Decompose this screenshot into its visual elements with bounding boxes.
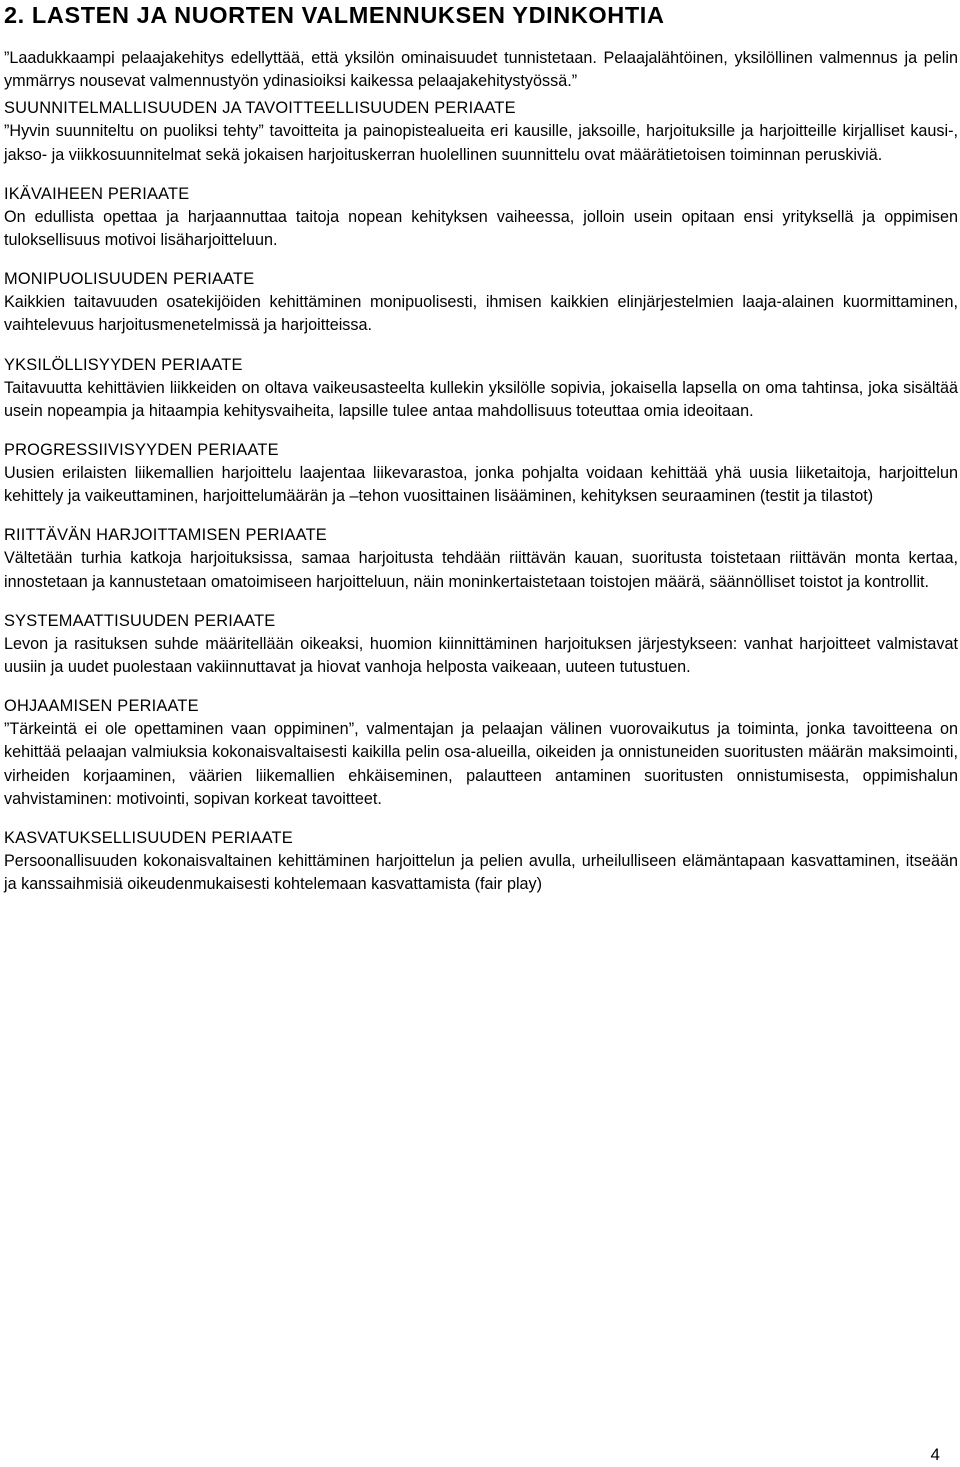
- section-heading: OHJAAMISEN PERIAATE: [4, 697, 199, 716]
- section-body: Kaikkien taitavuuden osatekijöiden kehittäminen monipuolisesti, ihmisen kaikkien elinjärjestelmien laaja-alainen kuormittaminen, vaihtelevuus harjoitusmenetelmissä ja harjoitteissa.: [4, 293, 958, 335]
- section-body: Taitavuutta kehittävien liikkeiden on oltava vaikeusasteelta kullekin yksilölle sopivia, jokaisella lapsella on oma tahtinsa, joka sisältää usein nopeampia ja hitaampia kehitysvaiheita, lapsille tulee antaa mahdollisuus toteuttaa omia ideoitaan.: [4, 378, 958, 420]
- section-heading: PROGRESSIIVISYYDEN PERIAATE: [4, 441, 279, 460]
- section-individuality: [4, 354, 958, 423]
- section-planning: [4, 97, 958, 166]
- section-body: Levon ja rasituksen suhde määritellään oikeaksi, huomion kiinnittäminen harjoituksen järjestykseen: vanhat harjoitteet valmistavat uusiin ja uudet puolestaan vakiinnuttavat ja hiovat vanhoja helposta vaikeaan, uuteen tutustuen.: [4, 634, 958, 677]
- page-number: 4: [930, 1445, 940, 1464]
- section-age-phase: [4, 183, 958, 252]
- section-heading: SYSTEMAATTISUUDEN PERIAATE: [4, 611, 276, 630]
- intro-quote: ”Laadukkaampi pelaajakehitys edellyttää, että yksilön ominaisuudet tunnistetaan. Pelaajalähtöinen, yksilöllinen valmennus ja pelin ymmärrys nousevat valmennustyön ydinasioiksi kaikessa pelaajakehitystyössä.”: [4, 49, 958, 91]
- section-sufficient-training: [4, 524, 958, 593]
- section-body: ”Tärkeintä ei ole opettaminen vaan oppiminen”, valmentajan ja pelaajan välinen vuorovaikutus ja toiminta, jonka tavoitteena on kehittää pelaajan valmiuksia kokonaisvaltaisesti kaikilla pelin osa-alueilla, oikeiden ja onnistuneiden suoritusten määrän maksimointi, virheiden korjaaminen, väärien liikemallien ehkäiseminen, palautteen antaminen suoritusten onnistumisesta, oppimishalun vahvistaminen: motivointi, sopivan korkeat tavoitteet.: [4, 720, 958, 808]
- section-versatility: [4, 268, 958, 337]
- section-body: Uusien erilaisten liikemallien harjoittelu laajentaa liikevarastoa, jonka pohjalta voidaan kehittää yhä uusia liiketaitoja, harjoittelun kehittely ja vaikeuttaminen, harjoittelumäärän ja –tehon vuosittainen lisääminen, kehityksen seuraaminen (testit ja tilastot): [4, 464, 958, 506]
- section-heading: IKÄVAIHEEN PERIAATE: [4, 184, 190, 203]
- document-title: 2. LASTEN JA NUORTEN VALMENNUKSEN YDINKOHTIA: [4, 2, 665, 28]
- section-heading: MONIPUOLISUUDEN PERIAATE: [4, 270, 255, 289]
- section-progressivity: [4, 439, 958, 508]
- document-page: [4, 0, 958, 896]
- section-guidance: [4, 695, 958, 811]
- section-body: Persoonallisuuden kokonaisvaltainen kehittäminen harjoittelun ja pelien avulla, urheilulliseen elämäntapaan kasvattaminen, itseään ja kanssaihmisiä oikeudenmukaisesti kohtelemaan kasvattamista (fair play): [4, 852, 958, 894]
- section-heading: YKSILÖLLISYYDEN PERIAATE: [4, 355, 243, 374]
- section-body: On edullista opettaa ja harjaannuttaa taitoja nopean kehityksen vaiheessa, jolloin usein opitaan ensi yrityksellä ja oppimisen tuloksellisuus motivoi lisäharjoitteluun.: [4, 207, 958, 250]
- section-education: [4, 827, 958, 896]
- section-heading: SUUNNITELMALLISUUDEN JA TAVOITTEELLISUUDEN PERIAATE: [4, 99, 516, 118]
- section-body: ”Hyvin suunniteltu on puoliksi tehty” tavoitteita ja painopistealueita eri kausille, jaksoille, harjoituksille ja harjoitteille kirjalliset kausi-, jakso- ja viikkosuunnitelmat sekä jokaisen harjoituskerran huolellinen suunnittelu ovat määrätietoisen toiminnan peruskiviä.: [4, 122, 958, 164]
- section-heading: KASVATUKSELLISUUDEN PERIAATE: [4, 829, 293, 848]
- section-body: Vältetään turhia katkoja harjoituksissa, samaa harjoitusta tehdään riittävän kauan, suoritusta toistetaan riittävän monta kertaa, innostetaan ja kannustetaan omatoimiseen harjoitteluun, näin moninkertaistetaan toistojen määrä, säännölliset toistot ja kontrollit.: [4, 549, 958, 591]
- section-heading: RIITTÄVÄN HARJOITTAMISEN PERIAATE: [4, 526, 327, 545]
- section-systematicity: [4, 610, 958, 679]
